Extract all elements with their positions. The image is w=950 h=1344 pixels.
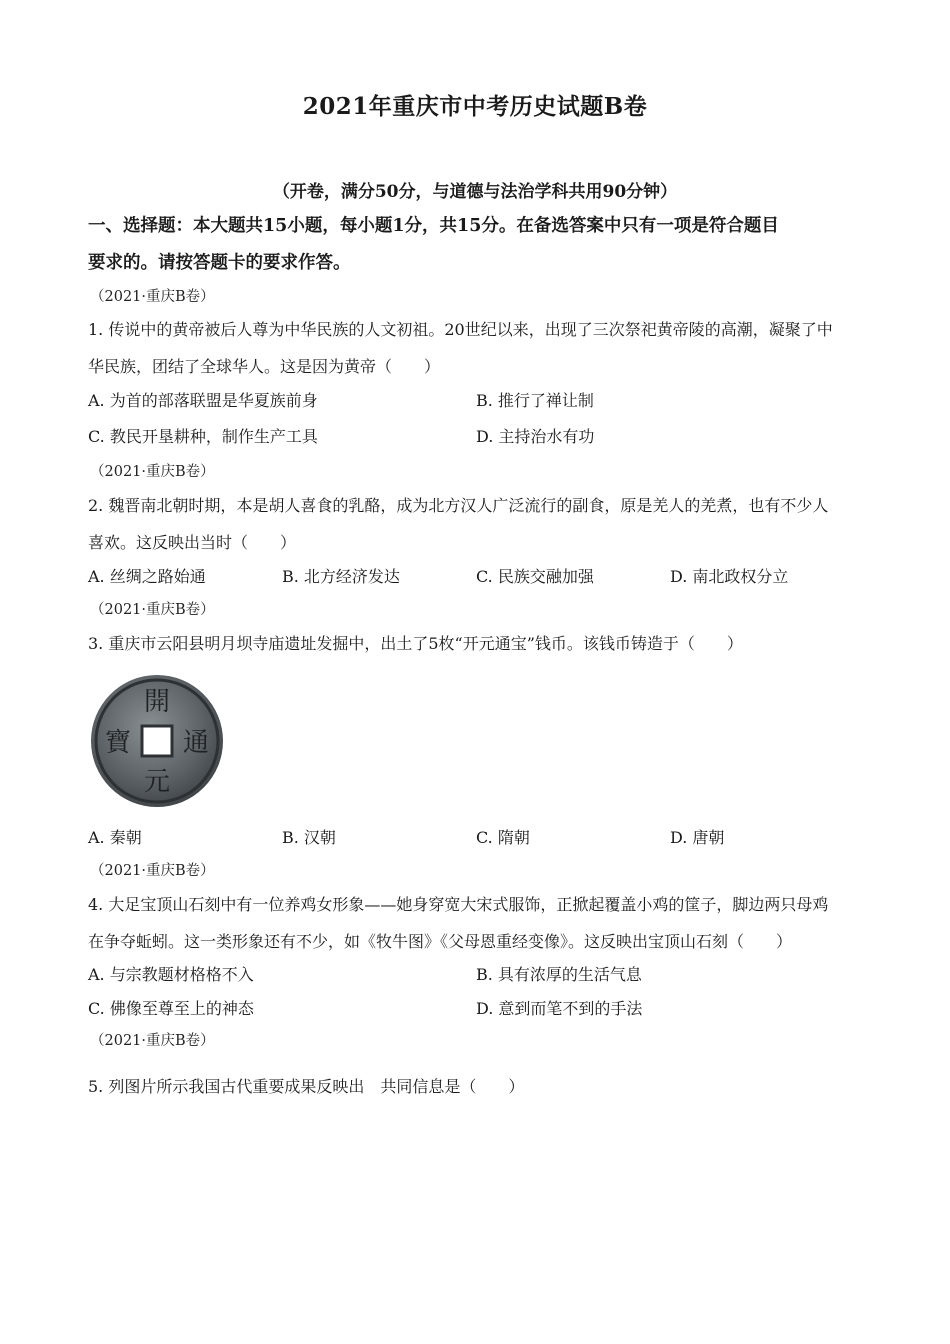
question-4-option-d: D. 意到而笔不到的手法 [476,999,643,1018]
coin-square-hole [142,726,172,756]
source-tag: （2021·重庆B卷） [90,289,215,305]
source-tag: （2021·重庆B卷） [90,863,215,879]
question-3-option-c: C. 隋朝 [476,828,530,847]
question-1-option-a: A. 为首的部落联盟是华夏族前身 [88,391,318,410]
question-1-line1: 1. 传说中的黄帝被后人尊为中华民族的人文初祖。20世纪以来，出现了三次祭祀黄帝陵的高潮，凝聚了中 [88,320,833,339]
section-heading-line1: 一、选择题：本大题共15小题，每小题1分，共15分。在备选答案中只有一项是符合题目 [88,216,779,236]
question-4-line1: 4. 大足宝顶山石刻中有一位养鸡女形象——她身穿宽大宋式服饰，正掀起覆盖小鸡的筐子，脚边两只母鸡 [88,895,829,914]
question-1-option-c: C. 教民开垦耕种，制作生产工具 [88,427,318,446]
question-4-option-c: C. 佛像至尊至上的神态 [88,999,254,1018]
question-3-line1: 3. 重庆市云阳县明月坝寺庙遗址发掘中，出土了5枚“开元通宝”钱币。该钱币铸造于（ ） [88,634,743,653]
question-2-line2: 喜欢。这反映出当时（ ） [88,533,297,552]
question-1-option-d: D. 主持治水有功 [476,427,595,446]
question-5-line1: 5. 列图片所示我国古代重要成果反映出 共同信息是（ ） [88,1077,525,1096]
question-4-option-b: B. 具有浓厚的生活气息 [476,965,642,984]
question-3-option-b: B. 汉朝 [282,828,336,847]
question-4-option-a: A. 与宗教题材格格不入 [88,965,254,984]
question-2-line1: 2. 魏晋南北朝时期，本是胡人喜食的乳酪，成为北方汉人广泛流行的副食，原是羌人的羌煮，也有不少人 [88,496,829,515]
coin-char-left: 寶 [104,728,132,758]
coin-char-right: 通 [182,728,210,758]
question-1-option-b: B. 推行了禅让制 [476,391,594,410]
source-tag: （2021·重庆B卷） [90,602,215,618]
coin-char-top: 開 [143,687,171,717]
question-2-option-d: D. 南北政权分立 [670,567,789,586]
source-tag: （2021·重庆B卷） [90,1033,215,1049]
question-1-line2: 华民族，团结了全球华人。这是因为黄帝（ ） [88,357,441,376]
page-title: 2021年重庆市中考历史试题B卷 [302,93,648,120]
section-heading-line2: 要求的。请按答题卡的要求作答。 [88,253,351,273]
exam-subtitle: （开卷，满分50分，与道德与法治学科共用90分钟） [272,182,678,202]
question-3-option-a: A. 秦朝 [88,828,142,847]
coin-char-bottom: 元 [143,767,171,797]
question-3-option-d: D. 唐朝 [670,828,725,847]
source-tag: （2021·重庆B卷） [90,464,215,480]
question-2-option-a: A. 丝绸之路始通 [88,567,206,586]
question-2-option-c: C. 民族交融加强 [476,567,594,586]
question-2-option-b: B. 北方经济发达 [282,567,400,586]
kaiyuan-coin-image [88,672,226,810]
question-4-line2: 在争夺蚯蚓。这一类形象还有不少，如《牧牛图》《父母恩重经变像》。这反映出宝顶山石刻（ ） [88,932,793,951]
